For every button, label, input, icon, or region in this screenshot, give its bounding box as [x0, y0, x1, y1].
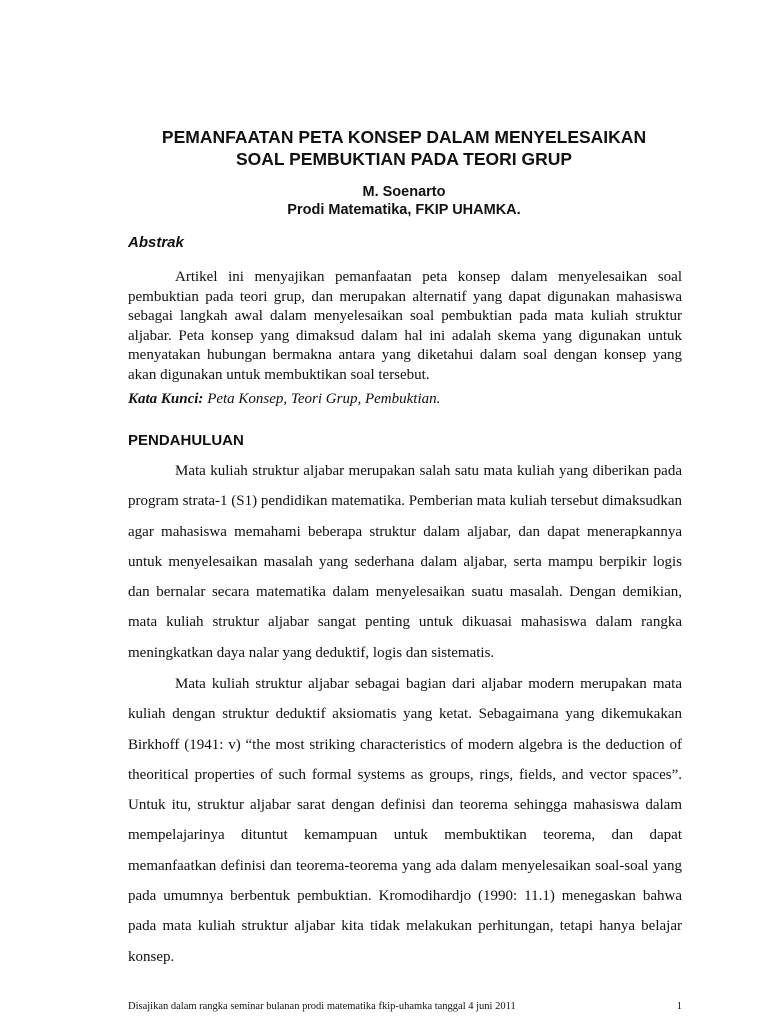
author-name: M. Soenarto	[362, 184, 446, 200]
footer-note: Disajikan dalam rangka seminar bulanan prodi matematika fkip-uhamka tanggal 4 juni 2011	[128, 1001, 516, 1012]
paper-title-line-2: SOAL PEMBUKTIAN PADA TEORI GRUP	[235, 149, 573, 169]
section-heading-pendahuluan: PENDAHULUAN	[128, 432, 244, 449]
keywords-value: Peta Konsep, Teori Grup, Pembuktian.	[207, 391, 441, 407]
paper-title	[100, 126, 708, 170]
abstract-heading: Abstrak	[128, 234, 184, 251]
page-number: 1	[676, 1001, 682, 1012]
keywords	[128, 390, 682, 409]
paper-title-line-1: PEMANFAATAN PETA KONSEP DALAM MENYELESAIKAN	[161, 127, 647, 147]
body-paragraph-1: Mata kuliah struktur aljabar merupakan salah satu mata kuliah yang diberikan pada program strata-1 (S1) pendidikan matematika. Pemberian mata kuliah tersebut dimaksudkan agar mahasiswa memahami beberapa struktur dalam aljabar, dan dapat menerapkannya untuk menyelesaikan masalah yang sederhana dalam aljabar, serta mampu berpikir logis dan bernalar secara matematika dalam menyelesaikan suatu masalah. Dengan demikian, mata kuliah struktur aljabar sangat penting untuk dikuasai mahasiswa dalam rangka meningkatkan daya nalar yang deduktif, logis dan sistematis.	[128, 463, 683, 661]
abstract-body: Artikel ini menyajikan pemanfaatan peta konsep dalam menyelesaikan soal pembuktian pada teori grup, dan merupakan alternatif yang dapat digunakan mahasiswa sebagai langkah awal dalam menyelesaikan soal pembuktian pada mata kuliah struktur aljabar. Peta konsep yang dimaksud dalam hal ini adalah skema yang digunakan untuk menyatakan hubungan bermakna antara yang diketahui dalam soal dengan konsep yang akan digunakan untuk membuktikan soal tersebut.	[128, 269, 682, 383]
author-block	[100, 183, 708, 219]
keywords-label: Kata Kunci:	[128, 391, 204, 407]
author-affiliation: Prodi Matematika, FKIP UHAMKA.	[287, 202, 521, 218]
body-paragraph-2: Mata kuliah struktur aljabar sebagai bagian dari aljabar modern merupakan mata kuliah dengan struktur deduktif aksiomatis yang ketat. Sebagaimana yang dikemukakan Birkhoff (1941: v) “the most striking characteristics of modern algebra is the deduction of theoritical properties of such formal systems as groups, rings, fields, and vector spaces”. Untuk itu, struktur aljabar sarat dengan definisi dan teorema sehingga mahasiswa dalam mempelajarinya dituntut kemampuan untuk membuktikan teorema, dan dapat memanfaatkan definisi dan teorema-teorema yang ada dalam menyelesaikan soal-soal yang pada umumnya berbentuk pembuktian. Kromodihardjo (1990: 11.1) menegaskan bahwa pada mata kuliah struktur aljabar kita tidak melakukan perhitungan, tetapi hanya belajar konsep.	[128, 676, 682, 965]
